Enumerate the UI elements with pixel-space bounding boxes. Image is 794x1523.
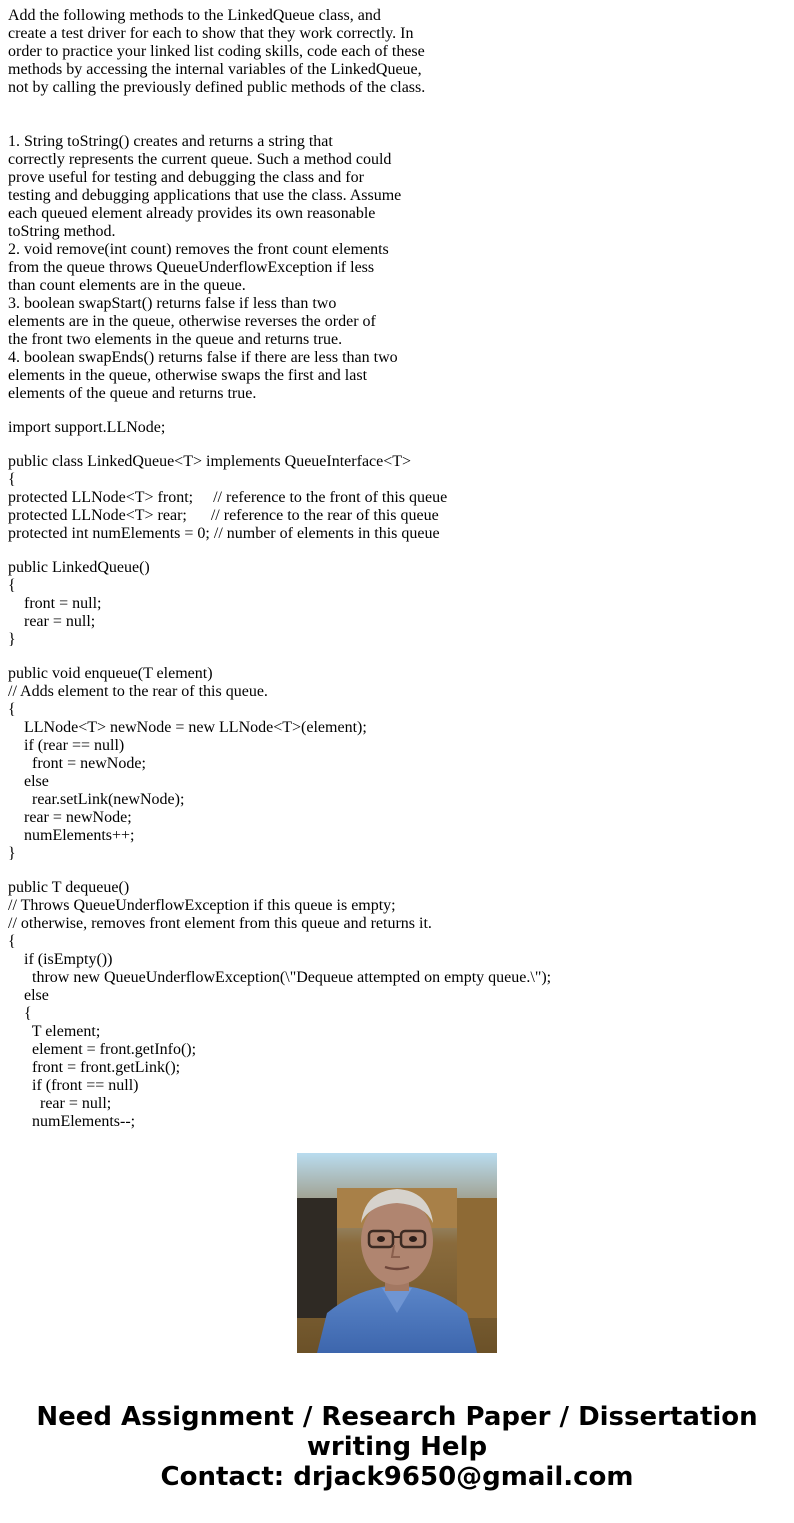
spacer: [8, 543, 788, 559]
import-statement: import support.LLNode;: [8, 419, 166, 436]
banner-contact: Contact: drjack9650@gmail.com: [160, 1462, 634, 1492]
document-body: [8, 7, 788, 1130]
spacer: [8, 97, 788, 133]
help-banner: [0, 1402, 794, 1492]
avatar: [297, 1153, 497, 1353]
spacer: [8, 649, 788, 665]
avatar-photo: [297, 1153, 497, 1353]
enqueue-method-code: public void enqueue(T element) // Adds element to the rear of this queue. { LLNode<T> newNode = new LLNode<T>(element); if (rear == null) front = newNode; else rear.setLink(newNode); rear = newNode; numElements++; }: [8, 665, 367, 862]
intro-paragraph: Add the following methods to the LinkedQueue class, and create a test driver for each to show that they work correctly. In order to practice your linked list coding skills, code each of these methods by accessing the internal variables of the LinkedQueue, not by calling the previously defined public methods of the class.: [8, 7, 426, 96]
requirements-list: 1. String toString() creates and returns a string that correctly represents the current queue. Such a method could prove useful for testing and debugging the class and for testing and debugging applications that use the class. Assume each queued element already provides its own reasonable toString method. 2. void remove(int count) removes the front count elements from the queue throws QueueUnderflowException if less than count elements are in the queue. 3. boolean swapStart() returns false if less than two elements are in the queue, otherwise reverses the order of the front two elements in the queue and returns true. 4. boolean swapEnds() returns false if there are less than two elements in the queue, otherwise swaps the first and last elements of the queue and returns true.: [8, 133, 402, 402]
spacer: [8, 863, 788, 879]
spacer: [8, 437, 788, 453]
class-declaration: public class LinkedQueue<T> implements QueueInterface<T> { protected LLNode<T> front; // reference to the front of this queue protected LLNode<T> rear; // reference to the rear of this queue protected int numElements = 0; // number of elements in this queue: [8, 453, 448, 542]
dequeue-method-code: public T dequeue() // Throws QueueUnderflowException if this queue is empty; // otherwise, removes front element from this queue and returns it. { if (isEmpty()) throw new QueueUnderflowException(\"Dequeue attempted on empty queue.\"); else { T element; element = front.getInfo(); front = front.getLink(); if (front == null) rear = null; numElements--;: [8, 879, 552, 1130]
banner-line-2: writing Help: [306, 1432, 488, 1462]
constructor-code: public LinkedQueue() { front = null; rear = null; }: [8, 559, 150, 648]
banner-line-1: Need Assignment / Research Paper / Dissertation: [36, 1402, 758, 1432]
spacer: [8, 403, 788, 419]
